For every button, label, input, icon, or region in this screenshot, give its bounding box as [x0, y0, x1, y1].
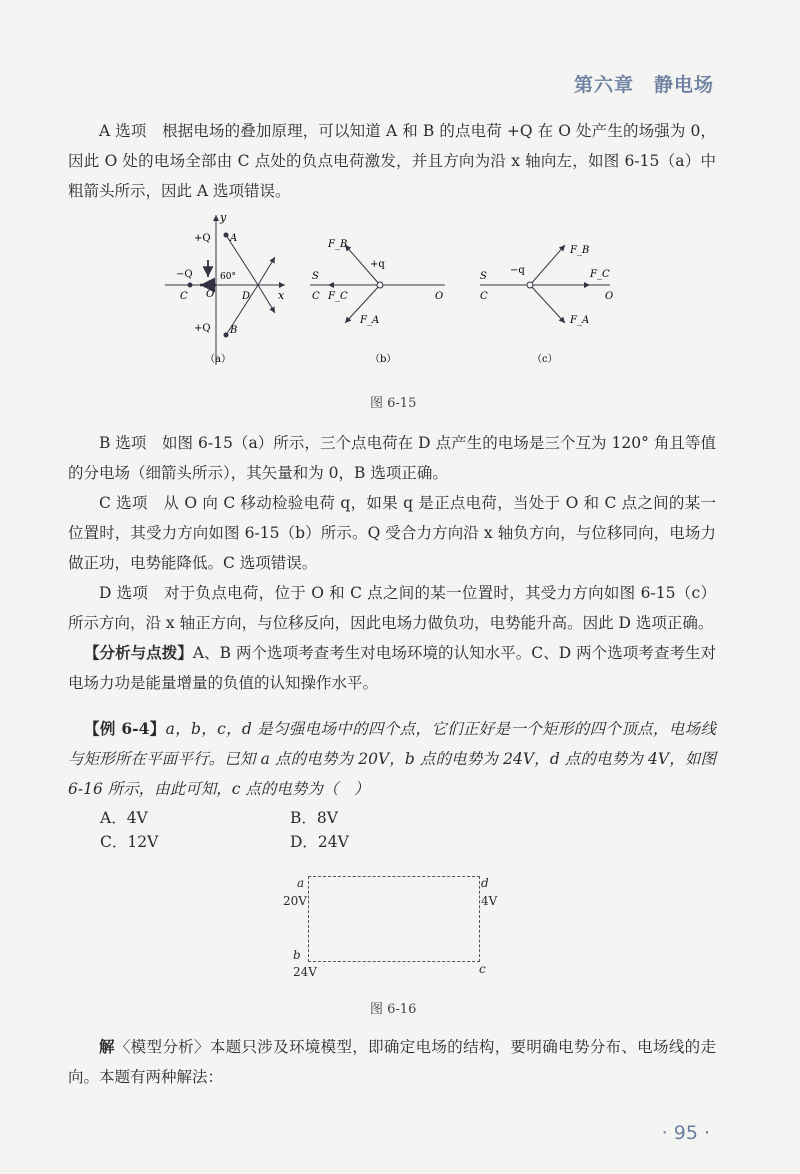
- solution-text: 〈模型分析〉本题只涉及环境模型，即确定电场的结构，要明确电势分布、电场线的走向。本题有两种解法：: [68, 1038, 716, 1086]
- label-plusQ-top: +Q: [194, 233, 211, 244]
- paragraph-option-c: C 选项 从 O 向 C 移动检验电荷 q，如果 q 是正点电荷，当处于 O 和 C 点之间的某一位置时，其受力方向如图 6-15（b）所示。Q 受合力方向沿 x 轴负方向，与位移同向，电场力做正功，电势能降低。C 选项错误。: [68, 494, 716, 572]
- option-d: D．24V: [290, 833, 349, 851]
- label-C: C: [180, 291, 188, 302]
- analysis-text: A、B 两个选项考查考生对电场环境的认知水平。C、D 两个选项考查考生对电场力功是能量增量的负值的认知操作水平。: [68, 644, 716, 692]
- paragraph-option-d: D 选项 对于负点电荷，位于 O 和 C 点之间的某一位置时，其受力方向如图 6-15（c）所示方向，沿 x 轴正方向，与位移反向，因此电场力做负功，电势能升高。因此 D 选项正确。: [68, 584, 716, 632]
- analysis-paragraph: [68, 638, 716, 698]
- solution-tag: 解: [99, 1037, 115, 1056]
- chapter-header: 第六章 静电场: [573, 74, 714, 96]
- label-x: x: [278, 289, 285, 302]
- label-D: D: [242, 291, 251, 302]
- caption-a: （a）: [205, 354, 231, 365]
- page-number: · 95 ·: [661, 1122, 710, 1144]
- label-plusQ-bottom: +Q: [194, 323, 211, 334]
- label-O: O: [206, 289, 215, 300]
- point-c: c: [479, 962, 486, 976]
- label-S-c: S: [480, 271, 487, 282]
- figure-6-16-caption: 图 6-16: [370, 1002, 417, 1017]
- figure-6-15: [150, 205, 630, 375]
- potential-a: 20V: [283, 894, 307, 908]
- label-FB-b: F_B: [328, 239, 348, 250]
- paragraph-option-a: A 选项 根据电场的叠加原理，可以知道 A 和 B 的点电荷 +Q 在 O 处产生的场强为 0，因此 O 处的电场全部由 C 点处的负点电荷激发，并且方向为沿 x 轴向左，如图 6-15（a）中粗箭头所示，因此 A 选项错误。: [68, 122, 716, 200]
- label-C-b: C: [312, 291, 320, 302]
- label-FA-b: F_A: [360, 315, 380, 326]
- label-FC-b: F_C: [328, 291, 348, 302]
- label-B: B: [230, 325, 238, 336]
- label-O-b: O: [435, 291, 444, 302]
- option-b: B．8V: [290, 809, 338, 827]
- option-a: A．4V: [100, 809, 148, 827]
- caption-c: （c）: [532, 354, 558, 365]
- example-paragraph: [68, 714, 716, 804]
- example-text: a，b，c，d 是匀强电场中的四个点，它们正好是一个矩形的四个顶点，电场线与矩形所在平面平行。已知 a 点的电势为 20V，b 点的电势为 24V，d 点的电势为 4V，如图 6-16 所示，由此可知，c 点的电势为（ ）: [68, 720, 716, 798]
- figure-c: [480, 245, 610, 323]
- label-S-b: S: [312, 271, 319, 282]
- paragraph-option-b: B 选项 如图 6-15（a）所示，三个点电荷在 D 点产生的电场是三个互为 120° 角且等值的分电场（细箭头所示），其矢量和为 0，B 选项正确。: [68, 434, 716, 482]
- label-plusq: +q: [370, 259, 385, 270]
- label-FC-c: F_C: [590, 269, 610, 280]
- analysis-tag: 【分析与点拨】: [84, 643, 193, 662]
- label-angle: 60°: [220, 272, 236, 282]
- label-O-c: O: [605, 291, 614, 302]
- figure-6-16-rect: [308, 876, 480, 962]
- figure-6-15-caption: 图 6-15: [370, 396, 417, 411]
- label-A: A: [230, 233, 238, 244]
- caption-b: （b）: [370, 354, 397, 365]
- label-C-c: C: [480, 291, 488, 302]
- potential-b: 24V: [293, 965, 317, 979]
- option-c: C．12V: [100, 833, 159, 851]
- potential-d: 4V: [481, 894, 498, 908]
- point-d: d: [481, 876, 489, 890]
- solution-paragraph: [68, 1032, 716, 1092]
- label-FB-c: F_B: [570, 245, 590, 256]
- label-FA-c: F_A: [570, 315, 590, 326]
- label-minusq: −q: [510, 265, 525, 276]
- figure-a: [165, 215, 285, 365]
- point-a: a: [297, 876, 305, 890]
- example-tag: 【例 6-4】: [84, 719, 166, 738]
- label-y: y: [220, 211, 227, 224]
- label-minusQ: −Q: [176, 269, 193, 280]
- point-b: b: [293, 948, 301, 962]
